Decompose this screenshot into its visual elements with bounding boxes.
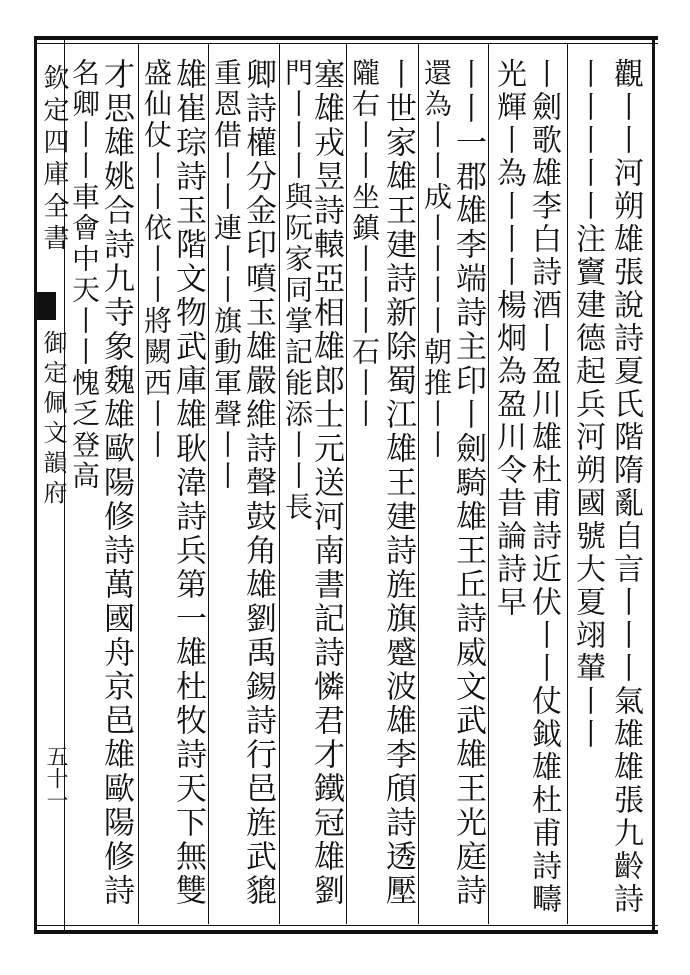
fishtail-mark xyxy=(34,292,56,320)
text-column-9: 塞雄戎昱詩轅亞相雄郎士元送河南書記詩憐君才鐵冠雄劉 xyxy=(308,58,344,908)
column-rule xyxy=(418,44,419,924)
column-rule xyxy=(488,44,489,924)
text-column-13: 雄崔琮詩玉階文物武庫雄耿湋詩兵第一雄杜牧詩天下無雙 xyxy=(170,58,206,908)
text-column-5: 丨丨一郡雄李端詩主印丨劍騎雄王丘詩威文武雄王光庭詩 xyxy=(450,58,486,908)
column-rule xyxy=(346,44,347,924)
section-title: 御定佩文韻府 xyxy=(39,330,67,510)
text-column-14: 盛仙仗丨丨依丨丨將闕西丨丨 xyxy=(140,58,173,461)
text-column-1: 觀丨丨河朔雄張說詩夏氏階隋亂自言丨丨丨氣雄雄張九齡詩 xyxy=(608,58,643,916)
text-column-3: 丨劍歌雄李白詩酒丨盈川雄杜甫詩近伏丨丨仗鉞雄杜甫詩疇 xyxy=(526,58,561,916)
column-rule xyxy=(279,44,280,924)
text-column-15: 才思雄姚合詩九寺象魏雄歐陽修詩萬國舟京邑雄歐陽修詩 xyxy=(98,58,134,908)
right-border xyxy=(652,36,655,934)
text-column-16: 名卿丨丨車會中天丨丨愧乏登高 xyxy=(68,58,101,492)
book-title: 欽定四庫全書 xyxy=(39,64,69,256)
text-column-10: 門丨丨丨與阮家同掌記能添丨丨長 xyxy=(281,58,314,523)
text-column-11: 卿詩權分金印噴玉雄嚴維詩聲鼓角雄劉禹錫詩行邑旌武貔 xyxy=(240,58,276,908)
text-column-12: 重恩借丨丨連丨丨旗動軍聲丨丨 xyxy=(210,58,243,492)
column-rule xyxy=(208,44,209,924)
bottom-inner-border xyxy=(34,925,658,926)
text-column-4: 光輝丨為丨丨丨楊炯為盈川令昔論詩早 xyxy=(491,58,526,619)
text-column-2: 丨丨丨丨丨注竇建德起兵河朔國號大夏翊輦丨丨 xyxy=(570,58,605,751)
text-column-6: 還為丨丨成丨丨丨丨朝推丨丨 xyxy=(420,58,453,461)
bottom-border xyxy=(34,930,658,934)
folio-number: 五十一 xyxy=(43,745,68,811)
column-rule xyxy=(567,44,568,924)
text-column-7: 丨世家雄王建詩新除蜀江雄王建詩旌旗蹙波雄李頎詩透壓 xyxy=(380,58,416,908)
column-rule xyxy=(138,44,139,924)
text-column-8: 隴右丨丨坐鎮丨丨丨石丨丨 xyxy=(348,58,381,430)
top-border xyxy=(34,36,658,40)
